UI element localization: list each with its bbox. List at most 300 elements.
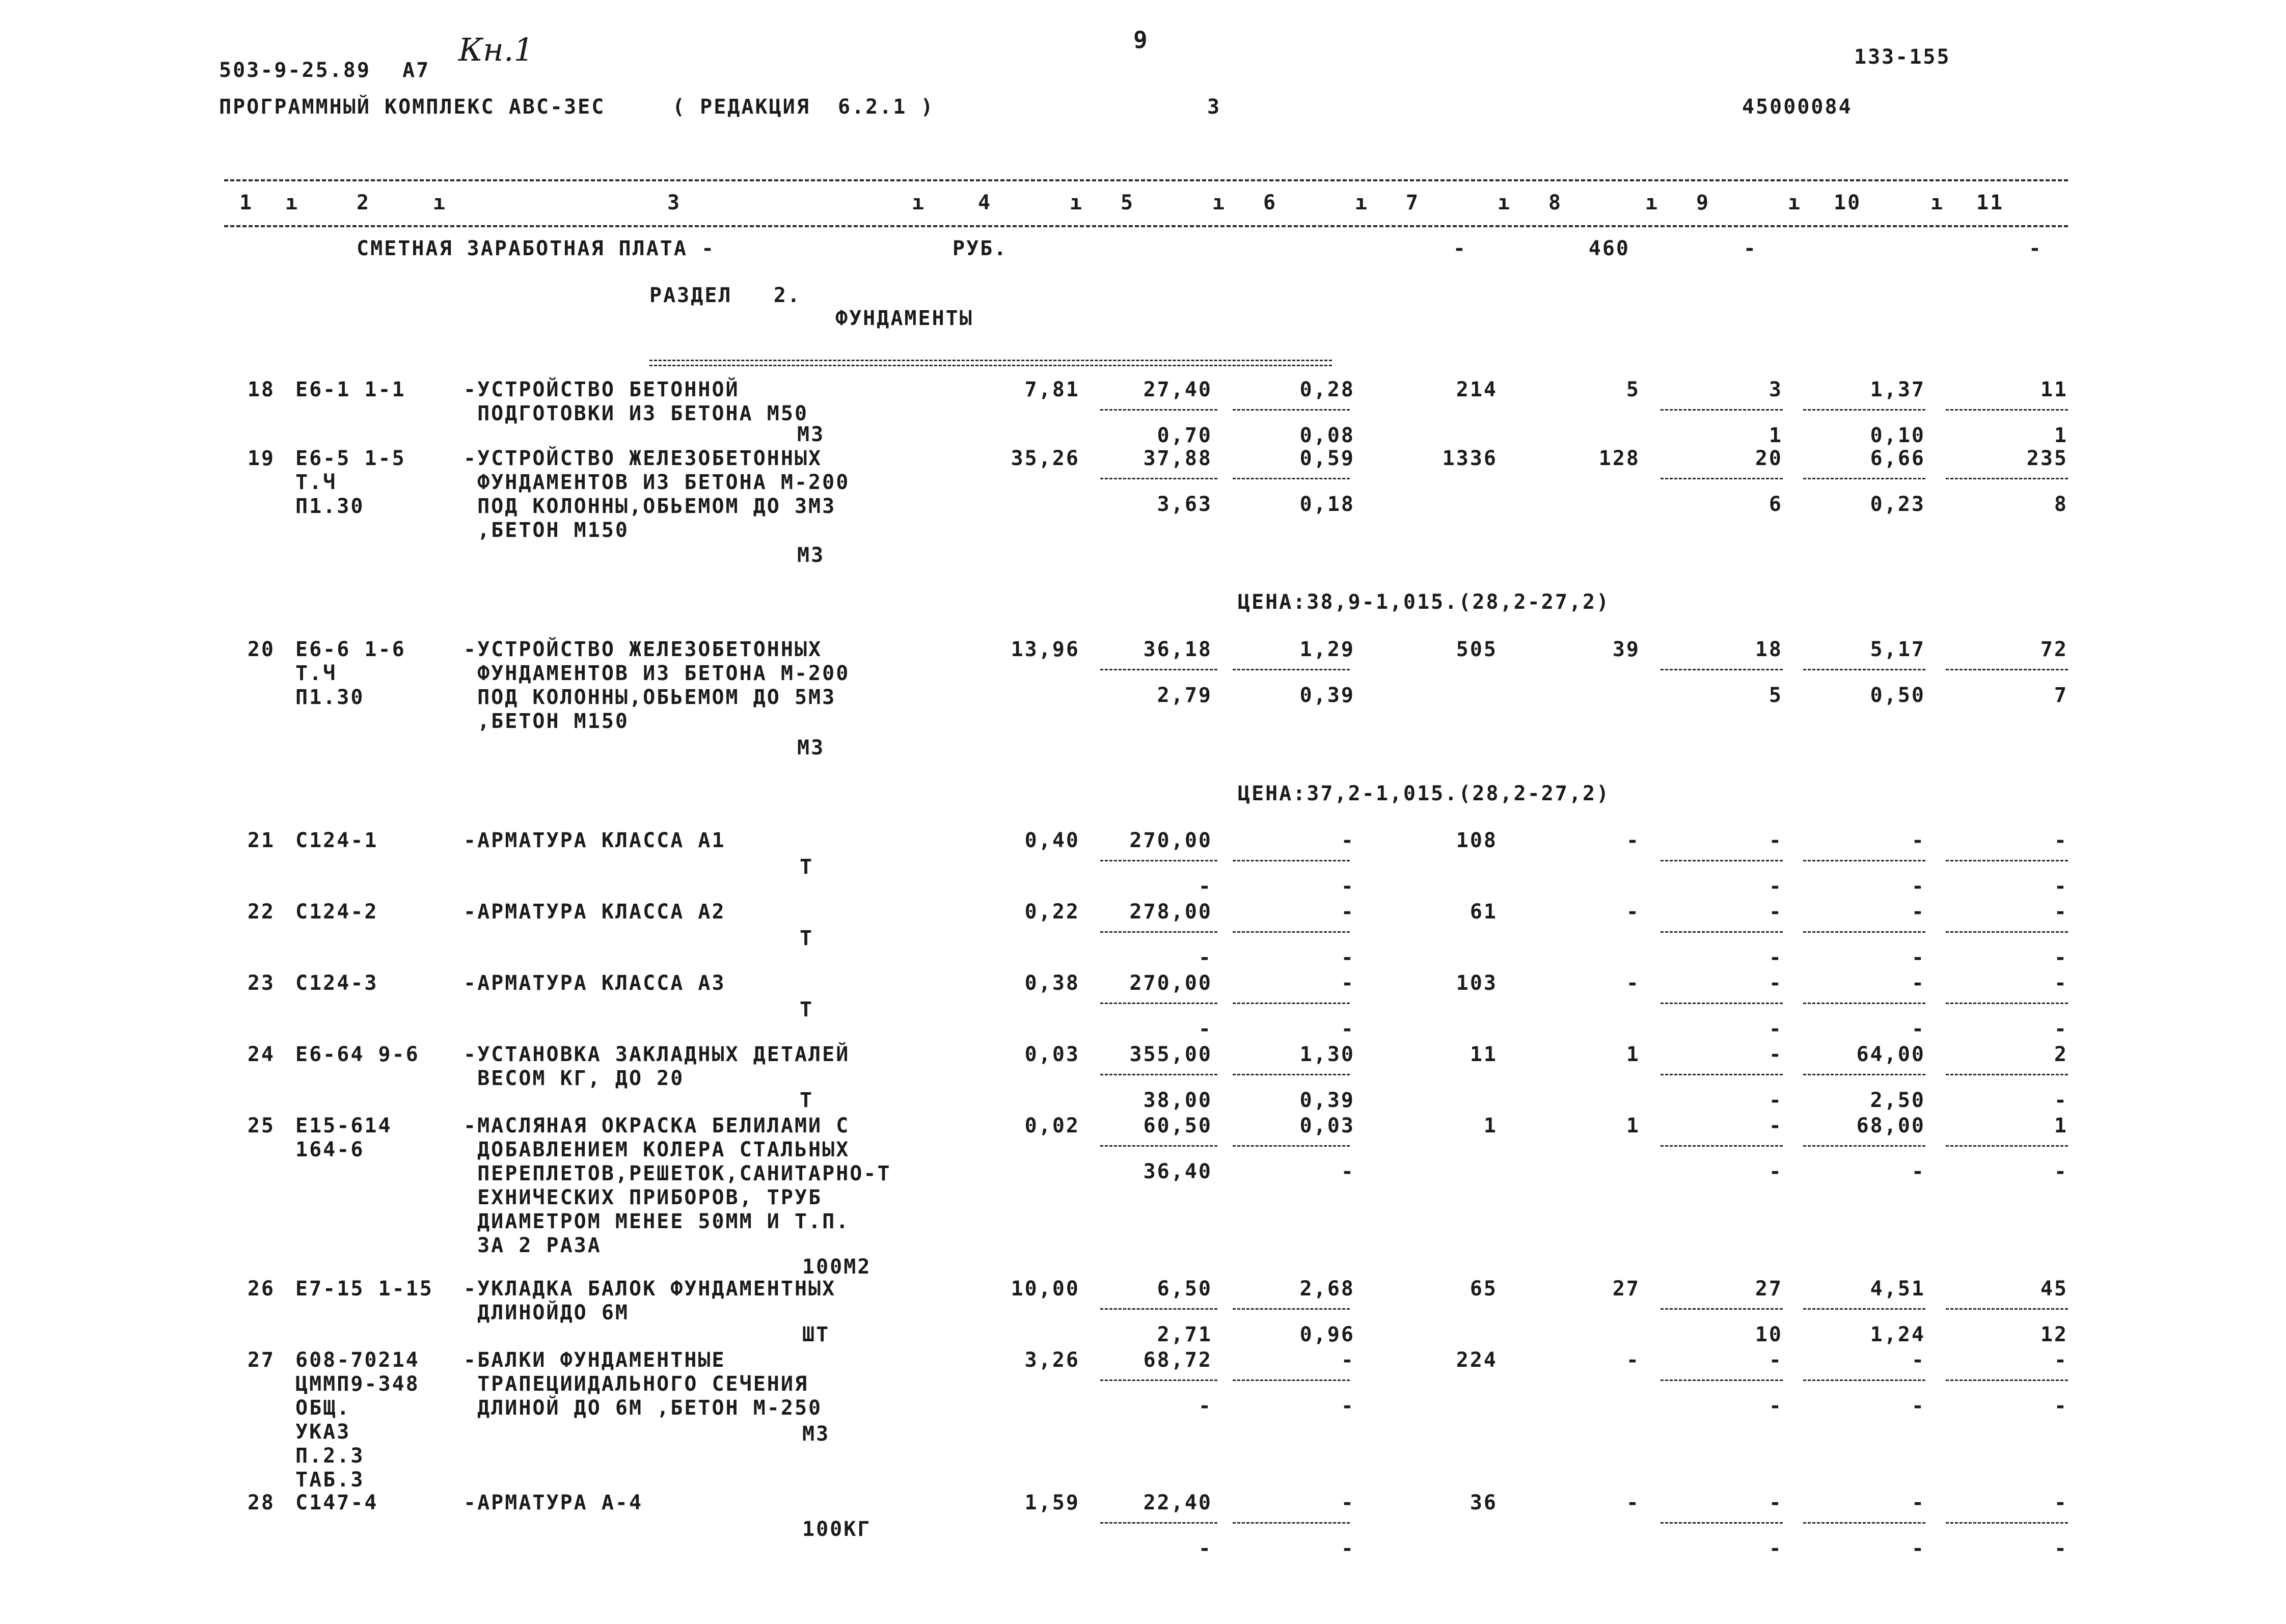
item-labor-norm-machine: - xyxy=(1911,875,1925,898)
section-title: РАЗДЕЛ 2. xyxy=(649,284,801,307)
item-total-wages: - xyxy=(1626,1348,1640,1372)
item-labor-norm: - xyxy=(1911,1491,1925,1514)
value-underline xyxy=(1661,1003,1783,1004)
item-number: 25 xyxy=(247,1114,275,1138)
item-description: ДЛИНОЙДО 6М xyxy=(464,1301,629,1324)
item-labor-norm-machine: - xyxy=(1911,1017,1925,1041)
item-unit: 100М2 xyxy=(802,1255,872,1279)
item-labor-norm-machine: 2,50 xyxy=(1870,1089,1925,1112)
value-underline xyxy=(1661,1522,1783,1524)
value-underline xyxy=(1100,1308,1217,1310)
section-number: 3 xyxy=(1207,95,1221,119)
item-total-cost: 61 xyxy=(1469,900,1498,924)
item-machine-total: 20 xyxy=(1755,447,1783,470)
value-underline xyxy=(1233,409,1350,411)
item-labor-norm-machine: - xyxy=(1911,1537,1925,1560)
salary-col11: - xyxy=(2028,237,2043,260)
salary-col8: 460 xyxy=(1588,237,1630,260)
item-description: -МАСЛЯНАЯ ОКРАСКА БЕЛИЛАМИ С xyxy=(464,1114,850,1138)
item-unit-price-wages: 38,00 xyxy=(1143,1089,1212,1112)
item-number: 24 xyxy=(247,1043,275,1066)
item-machine-wages: - xyxy=(1341,875,1355,898)
value-underline xyxy=(1100,860,1217,861)
value-underline xyxy=(1233,1522,1350,1524)
item-quantity: 0,02 xyxy=(1024,1114,1080,1138)
column-number: 3 xyxy=(667,191,682,214)
item-machine-total: 3 xyxy=(1768,378,1783,401)
value-underline xyxy=(1100,478,1217,479)
item-description: -УСТРОЙСТВО ЖЕЛЕЗОБЕТОННЫХ xyxy=(464,638,823,661)
item-labor-total: 1 xyxy=(2054,1114,2068,1138)
column-separator: ı xyxy=(1212,191,1227,214)
item-unit-price: 37,88 xyxy=(1143,447,1212,470)
item-unit: Т xyxy=(800,855,814,879)
item-labor-total: - xyxy=(2054,900,2068,924)
item-machine-total-wages: - xyxy=(1768,1160,1783,1183)
item-code: Е6-5 1-5 xyxy=(295,447,406,470)
item-labor-total: 11 xyxy=(2040,378,2068,401)
item-machine-total-wages: 10 xyxy=(1755,1323,1783,1346)
value-underline xyxy=(1100,1074,1217,1075)
item-total-cost: 11 xyxy=(1469,1043,1498,1066)
column-number: 9 xyxy=(1696,191,1710,214)
item-machine-cost: - xyxy=(1341,900,1355,924)
item-labor-total-machine: - xyxy=(2054,875,2068,898)
section-rule-upper xyxy=(649,360,1332,361)
section-name: ФУНДАМЕНТЫ xyxy=(835,307,973,330)
item-total-wages: 27 xyxy=(1612,1277,1640,1301)
item-labor-total: 2 xyxy=(2054,1043,2068,1066)
item-total-cost: 103 xyxy=(1456,971,1498,995)
item-number: 19 xyxy=(247,447,275,470)
item-total-wages: 128 xyxy=(1598,447,1640,470)
item-machine-wages: 0,96 xyxy=(1299,1323,1355,1346)
item-machine-cost: - xyxy=(1341,971,1355,995)
item-labor-total: 45 xyxy=(2040,1277,2068,1301)
item-machine-total: - xyxy=(1768,1043,1783,1066)
item-machine-total-wages: 1 xyxy=(1768,424,1783,447)
column-number: 1 xyxy=(239,191,254,214)
item-number: 23 xyxy=(247,971,275,995)
column-separator: ı xyxy=(1788,191,1802,214)
column-number: 10 xyxy=(1834,191,1862,214)
sheet-code: 133-155 xyxy=(1854,45,1951,69)
item-unit-price-wages: 2,79 xyxy=(1157,684,1212,707)
item-labor-total: 72 xyxy=(2040,638,2068,661)
item-quantity: 0,40 xyxy=(1024,829,1080,852)
item-machine-total-wages: - xyxy=(1768,1089,1783,1112)
column-number: 8 xyxy=(1548,191,1563,214)
salary-col7: - xyxy=(1453,237,1467,260)
value-underline xyxy=(1100,1003,1217,1004)
item-labor-norm-machine: - xyxy=(1911,1394,1925,1418)
item-machine-total: - xyxy=(1768,971,1783,995)
column-separator: ı xyxy=(433,191,447,214)
item-quantity: 0,03 xyxy=(1024,1043,1080,1066)
item-number: 26 xyxy=(247,1277,275,1301)
item-unit-price: 355,00 xyxy=(1129,1043,1212,1066)
value-underline xyxy=(1946,931,2068,933)
page-number: 9 xyxy=(1133,26,1149,53)
item-code: П.2.3 xyxy=(295,1444,365,1468)
item-total-wages: - xyxy=(1626,971,1640,995)
item-code: 608-70214 xyxy=(295,1348,420,1372)
item-quantity: 1,59 xyxy=(1024,1491,1080,1514)
item-number: 21 xyxy=(247,829,275,852)
value-underline xyxy=(1803,931,1925,933)
item-code: П1.30 xyxy=(295,686,365,709)
item-quantity: 10,00 xyxy=(1011,1277,1080,1301)
album-code: А7 xyxy=(402,59,430,82)
item-machine-total-wages: - xyxy=(1768,946,1783,969)
item-unit-price: 6,50 xyxy=(1157,1277,1212,1301)
value-underline xyxy=(1233,669,1350,670)
salary-col9: - xyxy=(1743,237,1757,260)
item-description: ПОД КОЛОННЫ,ОБЬЕМОМ ДО 3М3 xyxy=(464,495,836,518)
item-code: Т.Ч xyxy=(295,662,337,685)
item-number: 22 xyxy=(247,900,275,924)
item-labor-norm: - xyxy=(1911,829,1925,852)
value-underline xyxy=(1233,931,1350,933)
item-number: 28 xyxy=(247,1491,275,1514)
item-code: Е15-614 xyxy=(295,1114,392,1138)
item-description: ЕХНИЧЕСКИХ ПРИБОРОВ, ТРУБ xyxy=(464,1186,823,1209)
item-unit: М3 xyxy=(797,544,825,567)
column-separator: ı xyxy=(912,191,926,214)
item-machine-cost: 0,28 xyxy=(1299,378,1355,401)
item-total-cost: 1336 xyxy=(1442,447,1498,470)
item-code: С147-4 xyxy=(295,1491,378,1514)
item-description: -УСТРОЙСТВО БЕТОННОЙ xyxy=(464,378,740,401)
value-underline xyxy=(1661,409,1783,411)
item-quantity: 7,81 xyxy=(1024,378,1080,401)
item-description: ПОДГОТОВКИ ИЗ БЕТОНА М50 xyxy=(464,402,809,425)
item-total-cost: 214 xyxy=(1456,378,1498,401)
value-underline xyxy=(1803,1308,1925,1310)
item-labor-total-machine: 8 xyxy=(2054,493,2068,516)
item-unit: Т xyxy=(800,927,814,950)
column-separator: ı xyxy=(1930,191,1945,214)
item-labor-total: - xyxy=(2054,829,2068,852)
value-underline xyxy=(1946,1308,2068,1310)
value-underline xyxy=(1803,1379,1925,1381)
item-number: 20 xyxy=(247,638,275,661)
item-description: -АРМАТУРА А-4 xyxy=(464,1491,643,1514)
value-underline xyxy=(1661,1074,1783,1075)
value-underline xyxy=(1661,1145,1783,1147)
item-machine-total: 27 xyxy=(1755,1277,1783,1301)
item-labor-norm: 6,66 xyxy=(1870,447,1925,470)
item-code: П1.30 xyxy=(295,495,365,518)
value-underline xyxy=(1661,669,1783,670)
item-labor-total: - xyxy=(2054,1348,2068,1372)
item-code: С124-3 xyxy=(295,971,378,995)
document-number: 45000084 xyxy=(1742,95,1853,119)
item-labor-norm-machine: - xyxy=(1911,946,1925,969)
item-unit-price-wages: 2,71 xyxy=(1157,1323,1212,1346)
item-description: ЗА 2 РАЗА xyxy=(464,1234,602,1257)
item-unit-price-wages: 0,70 xyxy=(1157,424,1212,447)
item-labor-norm-machine: 0,50 xyxy=(1870,684,1925,707)
item-description: -АРМАТУРА КЛАССА А3 xyxy=(464,971,726,995)
item-machine-total: - xyxy=(1768,1348,1783,1372)
item-machine-cost: - xyxy=(1341,829,1355,852)
item-unit-price-wages: 36,40 xyxy=(1143,1160,1212,1183)
item-total-wages: - xyxy=(1626,900,1640,924)
item-labor-norm: - xyxy=(1911,1348,1925,1372)
value-underline xyxy=(1803,669,1925,670)
table-top-rule xyxy=(224,179,2068,181)
value-underline xyxy=(1803,478,1925,479)
value-underline xyxy=(1803,860,1925,861)
item-code: ТАБ.3 xyxy=(295,1468,365,1492)
item-unit-price: 270,00 xyxy=(1129,971,1212,995)
item-total-cost: 505 xyxy=(1456,638,1498,661)
item-machine-total-wages: 5 xyxy=(1768,684,1783,707)
value-underline xyxy=(1233,1074,1350,1075)
item-total-wages: 5 xyxy=(1626,378,1640,401)
item-machine-total-wages: - xyxy=(1768,1537,1783,1560)
item-machine-cost: - xyxy=(1341,1348,1355,1372)
value-underline xyxy=(1803,409,1925,411)
item-description: -УКЛАДКА БАЛОК ФУНДАМЕНТНЫХ xyxy=(464,1277,836,1301)
item-description: ФУНДАМЕНТОВ ИЗ БЕТОНА М-200 xyxy=(464,471,850,494)
item-machine-cost: 0,59 xyxy=(1299,447,1355,470)
value-underline xyxy=(1803,1003,1925,1004)
item-total-cost: 224 xyxy=(1456,1348,1498,1372)
item-labor-total-machine: - xyxy=(2054,1089,2068,1112)
item-description: ,БЕТОН М150 xyxy=(464,710,629,733)
value-underline xyxy=(1100,669,1217,670)
item-description: ДИАМЕТРОМ МЕНЕЕ 50ММ И Т.П. xyxy=(464,1210,850,1233)
column-separator: ı xyxy=(1355,191,1369,214)
item-total-cost: 1 xyxy=(1483,1114,1498,1138)
column-separator: ı xyxy=(1070,191,1084,214)
item-quantity: 0,22 xyxy=(1024,900,1080,924)
item-unit: Т xyxy=(800,998,814,1021)
item-machine-wages: - xyxy=(1341,1160,1355,1183)
column-header-rule xyxy=(224,225,2068,227)
item-unit-price: 278,00 xyxy=(1129,900,1212,924)
item-labor-total-machine: - xyxy=(2054,946,2068,969)
item-unit-price-wages: - xyxy=(1198,1537,1212,1560)
item-machine-total-wages: 6 xyxy=(1768,493,1783,516)
value-underline xyxy=(1233,1379,1350,1381)
column-number: 4 xyxy=(978,191,992,214)
item-machine-wages: - xyxy=(1341,946,1355,969)
item-machine-total: - xyxy=(1768,1491,1783,1514)
value-underline xyxy=(1233,1003,1350,1004)
item-code: УКАЗ xyxy=(295,1420,351,1444)
value-underline xyxy=(1233,1145,1350,1147)
item-quantity: 35,26 xyxy=(1011,447,1080,470)
item-total-wages: - xyxy=(1626,829,1640,852)
value-underline xyxy=(1661,931,1783,933)
item-unit: 100КГ xyxy=(802,1518,872,1541)
value-underline xyxy=(1946,1379,2068,1381)
item-unit: М3 xyxy=(797,736,825,760)
item-labor-norm: 5,17 xyxy=(1870,638,1925,661)
item-code: С124-1 xyxy=(295,829,378,852)
item-description: ,БЕТОН М150 xyxy=(464,519,629,542)
value-underline xyxy=(1661,1379,1783,1381)
item-total-wages: - xyxy=(1626,1491,1640,1514)
value-underline xyxy=(1233,478,1350,479)
item-labor-norm: - xyxy=(1911,900,1925,924)
item-quantity: 13,96 xyxy=(1011,638,1080,661)
value-underline xyxy=(1946,1074,2068,1075)
value-underline xyxy=(1233,1308,1350,1310)
item-number: 18 xyxy=(247,378,275,401)
item-unit-price-wages: - xyxy=(1198,1017,1212,1041)
item-code: С124-2 xyxy=(295,900,378,924)
value-underline xyxy=(1100,1522,1217,1524)
item-unit-price-wages: - xyxy=(1198,875,1212,898)
item-description: ФУНДАМЕНТОВ ИЗ БЕТОНА М-200 xyxy=(464,662,850,685)
value-underline xyxy=(1233,860,1350,861)
item-code: Е6-6 1-6 xyxy=(295,638,406,661)
program-edition: ( РЕДАКЦИЯ 6.2.1 ) xyxy=(672,95,935,119)
item-labor-total-machine: - xyxy=(2054,1017,2068,1041)
item-total-wages: 1 xyxy=(1626,1114,1640,1138)
item-machine-total-wages: - xyxy=(1768,1394,1783,1418)
item-labor-norm: 68,00 xyxy=(1856,1114,1925,1138)
item-unit-price-wages: - xyxy=(1198,946,1212,969)
item-labor-total-machine: 12 xyxy=(2040,1323,2068,1346)
item-labor-norm: 4,51 xyxy=(1870,1277,1925,1301)
value-underline xyxy=(1100,931,1217,933)
program-name: ПРОГРАММНЫЙ КОМПЛЕКС АВС-3ЕС xyxy=(219,95,606,119)
item-total-wages: 1 xyxy=(1626,1043,1640,1066)
item-total-wages: 39 xyxy=(1612,638,1640,661)
value-underline xyxy=(1946,1145,2068,1147)
item-machine-cost: 2,68 xyxy=(1299,1277,1355,1301)
column-number: 7 xyxy=(1406,191,1420,214)
item-total-cost: 65 xyxy=(1469,1277,1498,1301)
item-labor-total: - xyxy=(2054,1491,2068,1514)
item-machine-cost: - xyxy=(1341,1491,1355,1514)
item-labor-total: - xyxy=(2054,971,2068,995)
item-code: Е7-15 1-15 xyxy=(295,1277,433,1301)
item-description: ТРАПЕЦИИДАЛЬНОГО СЕЧЕНИЯ xyxy=(464,1372,809,1396)
item-description: ДЛИНОЙ ДО 6М ,БЕТОН М-250 xyxy=(464,1396,823,1420)
value-underline xyxy=(1661,1308,1783,1310)
salary-unit: РУБ. xyxy=(953,237,1008,260)
item-labor-total-machine: 7 xyxy=(2054,684,2068,707)
item-description: ПЕРЕПЛЕТОВ,РЕШЕТОК,САНИТАРНО-Т xyxy=(464,1162,891,1185)
value-underline xyxy=(1661,860,1783,861)
item-machine-wages: 0,08 xyxy=(1299,424,1355,447)
column-number: 5 xyxy=(1121,191,1135,214)
item-quantity: 3,26 xyxy=(1024,1348,1080,1372)
value-underline xyxy=(1100,409,1217,411)
item-total-cost: 36 xyxy=(1469,1491,1498,1514)
value-underline xyxy=(1803,1522,1925,1524)
item-unit: ШТ xyxy=(802,1323,830,1346)
item-description: ДОБАВЛЕНИЕМ КОЛЕРА СТАЛЬНЫХ xyxy=(464,1138,850,1161)
item-description: -АРМАТУРА КЛАССА А1 xyxy=(464,829,726,852)
item-machine-wages: - xyxy=(1341,1537,1355,1560)
item-labor-total: 235 xyxy=(2026,447,2068,470)
value-underline xyxy=(1946,1522,2068,1524)
column-number: 2 xyxy=(357,191,371,214)
item-code: ОБЩ. xyxy=(295,1396,351,1420)
item-unit: М3 xyxy=(797,423,825,446)
value-underline xyxy=(1100,1379,1217,1381)
item-machine-total: 18 xyxy=(1755,638,1783,661)
item-machine-cost: 1,30 xyxy=(1299,1043,1355,1066)
item-unit-price-wages: 3,63 xyxy=(1157,493,1212,516)
item-machine-total: - xyxy=(1768,829,1783,852)
item-code: Е6-64 9-6 xyxy=(295,1043,420,1066)
item-unit-price: 270,00 xyxy=(1129,829,1212,852)
item-unit-price: 60,50 xyxy=(1143,1114,1212,1138)
value-underline xyxy=(1100,1145,1217,1147)
item-machine-total: - xyxy=(1768,1114,1783,1138)
item-code: Е6-1 1-1 xyxy=(295,378,406,401)
item-description: ПОД КОЛОННЫ,ОБЬЕМОМ ДО 5М3 xyxy=(464,686,836,709)
item-labor-total-machine: 1 xyxy=(2054,424,2068,447)
item-unit: Т xyxy=(800,1089,814,1112)
item-description: -АРМАТУРА КЛАССА А2 xyxy=(464,900,726,924)
item-labor-norm-machine: - xyxy=(1911,1160,1925,1183)
item-labor-total-machine: - xyxy=(2054,1160,2068,1183)
item-description: -УСТАНОВКА ЗАКЛАДНЫХ ДЕТАЛЕЙ xyxy=(464,1043,850,1066)
item-labor-norm: 64,00 xyxy=(1856,1043,1925,1066)
item-quantity: 0,38 xyxy=(1024,971,1080,995)
item-labor-norm: 1,37 xyxy=(1870,378,1925,401)
column-separator: ı xyxy=(285,191,300,214)
item-unit-price: 68,72 xyxy=(1143,1348,1212,1372)
item-unit-price: 22,40 xyxy=(1143,1491,1212,1514)
item-machine-wages: 0,39 xyxy=(1299,1089,1355,1112)
item-unit: М3 xyxy=(802,1422,830,1446)
item-unit-price-wages: - xyxy=(1198,1394,1212,1418)
value-underline xyxy=(1661,478,1783,479)
value-underline xyxy=(1946,409,2068,411)
item-machine-wages: 0,18 xyxy=(1299,493,1355,516)
item-unit-price: 27,40 xyxy=(1143,378,1212,401)
salary-label: СМЕТНАЯ ЗАРАБОТНАЯ ПЛАТА - xyxy=(357,237,716,260)
item-total-cost: 108 xyxy=(1456,829,1498,852)
item-labor-norm-machine: 0,23 xyxy=(1870,493,1925,516)
item-machine-wages: - xyxy=(1341,1017,1355,1041)
item-machine-total: - xyxy=(1768,900,1783,924)
column-number: 11 xyxy=(1976,191,2004,214)
item-machine-wages: - xyxy=(1341,1394,1355,1418)
item-labor-norm-machine: 0,10 xyxy=(1870,424,1925,447)
column-separator: ı xyxy=(1645,191,1659,214)
value-underline xyxy=(1803,1074,1925,1075)
item-labor-total-machine: - xyxy=(2054,1394,2068,1418)
item-machine-cost: 1,29 xyxy=(1299,638,1355,661)
item-code: ЦММП9-348 xyxy=(295,1372,420,1396)
item-code: Т.Ч xyxy=(295,471,337,494)
column-number: 6 xyxy=(1263,191,1277,214)
price-note: ЦЕНА:37,2-1,015.(28,2-27,2) xyxy=(1238,782,1611,805)
handwritten-book-note: Кн.1 xyxy=(458,31,534,68)
doc-code: 503-9-25.89 xyxy=(219,59,371,82)
value-underline xyxy=(1946,478,2068,479)
item-description: -УСТРОЙСТВО ЖЕЛЕЗОБЕТОННЫХ xyxy=(464,447,823,470)
item-description: -БАЛКИ ФУНДАМЕНТНЫЕ xyxy=(464,1348,726,1372)
column-separator: ı xyxy=(1498,191,1512,214)
item-code: 164-6 xyxy=(295,1138,365,1161)
item-machine-total-wages: - xyxy=(1768,1017,1783,1041)
section-rule-lower xyxy=(649,365,1332,366)
item-labor-norm-machine: 1,24 xyxy=(1870,1323,1925,1346)
item-number: 27 xyxy=(247,1348,275,1372)
